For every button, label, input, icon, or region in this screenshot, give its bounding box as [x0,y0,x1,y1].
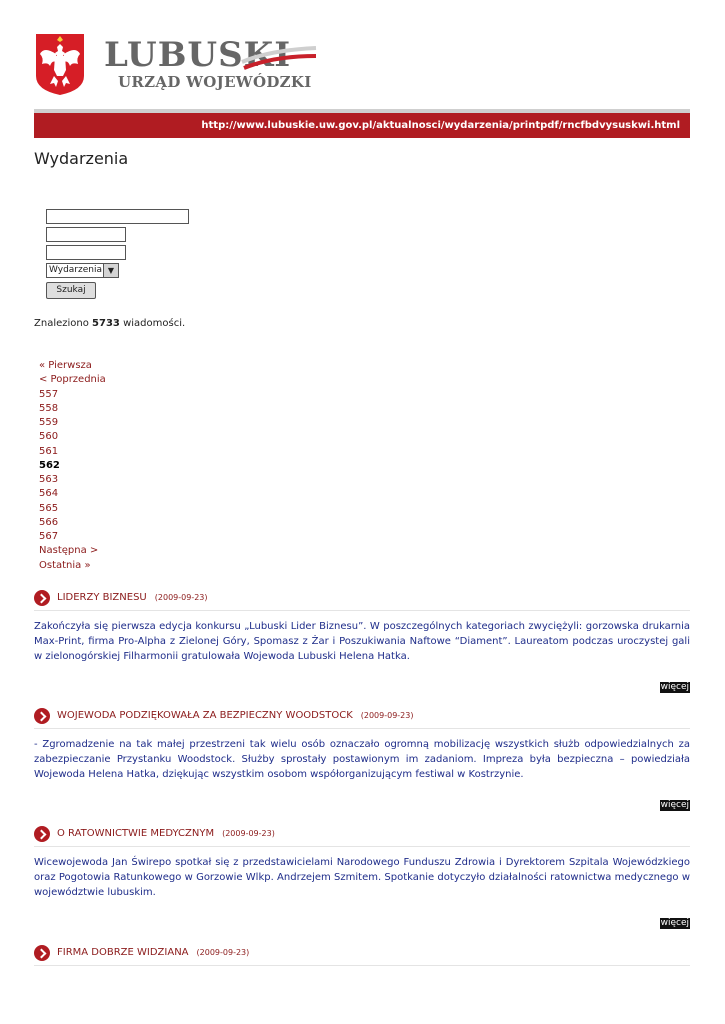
pager-prev-link[interactable]: < Poprzednia [39,374,106,386]
category-select[interactable] [46,263,119,278]
divider [34,610,690,611]
pager-current-page: 562 [39,459,60,471]
flag-swoosh-icon [240,44,318,70]
results-count: 5733 [92,318,120,329]
pager-page-557[interactable]: 557 [39,388,59,400]
more-link[interactable]: więcej [660,918,689,928]
search-text-input[interactable] [46,209,189,224]
date-from-input[interactable] [46,227,126,242]
results-prefix: Znaleziono [34,318,89,329]
page-url[interactable]: http://www.lubuskie.uw.gov.pl/aktualnosci/wydarzenia/printpdf/rncfbdvysuskwi.html [201,120,680,131]
more-link[interactable]: więcej [660,682,689,692]
pager-page-560[interactable]: 560 [39,431,59,443]
pager-page-564[interactable]: 564 [39,488,59,500]
brand-title: LUBUSKI [104,35,292,75]
pagination [39,359,106,573]
more-link[interactable]: więcej [660,800,689,810]
eagle-crest-icon [34,32,86,96]
brand-subtitle: URZĄD WOJEWÓDZKI [118,73,312,91]
pager-page-561[interactable]: 561 [39,445,59,457]
divider [34,965,690,966]
page-title: Wydarzenia [34,149,129,168]
news-title[interactable]: WOJEWODA PODZIĘKOWAŁA ZA BEZPIECZNY WOODSTOCK [57,710,353,721]
news-date: (2009-09-23) [360,711,414,720]
pager-last-link[interactable]: Ostatnia » [39,559,91,571]
chevron-down-icon[interactable]: ▼ [103,264,118,277]
divider [34,728,690,729]
news-title[interactable]: LIDERZY BIZNESU [57,592,147,603]
category-select-value: Wydarzenia [49,265,102,275]
news-summary: - Zgromadzenie na tak małej przestrzeni tak wielu osób oznaczało ogromną mobilizację wszystkich służb odpowiedzialnych za zabezpieczanie Przystanku Woodstock. Służby sprostały postawionym im zadaniom. Impreza była bezpieczna – powiedziała Wojewoda Helena Hatka, dziękując wszystkim osobom współorganizującym festiwal w Kostrzynie. [34,739,690,780]
divider [34,846,690,847]
date-to-input[interactable] [46,245,126,260]
search-button[interactable]: Szukaj [46,282,96,299]
chevron-right-icon [34,826,50,842]
pager-page-565[interactable]: 565 [39,502,59,514]
pager-page-563[interactable]: 563 [39,474,59,485]
news-title[interactable]: FIRMA DOBRZE WIDZIANA [57,947,189,958]
news-date: (2009-09-23) [154,593,208,602]
results-summary [34,318,185,329]
news-summary: Zakończyła się pierwsza edycja konkursu „Lubuski Lider Biznesu”. W poszczególnych kategoriach zwyciężyli: gorzowska drukarnia Max-Print, firma Pro-Alpha z Zielonej Góry, Spomasz z Żar i Poszukiwania Naftowe “Diament”. Laureatom podczas uroczystej gali w zielonogórskiej Filharmonii gratulowała Wojewoda Lubuski Helena Hatka. [34,621,690,662]
chevron-right-icon [34,590,50,606]
chevron-right-icon [34,708,50,724]
news-date: (2009-09-23) [196,948,250,957]
pager-page-566[interactable]: 566 [39,516,59,528]
news-summary: Wicewojewoda Jan Świrepo spotkał się z przedstawicielami Narodowego Funduszu Zdrowia i Dyrektorem Szpitala Wojewódzkiego oraz Pogotowia Ratunkowego w Gorzowie Wlkp. Andrzejem Szmitem. Spotkanie dotyczyło działalności ratownictwa medycznego w województwie lubuskim. [34,857,690,898]
pager-next-link[interactable]: Następna > [39,545,99,557]
page-url-bar [34,113,690,138]
pager-page-567[interactable]: 567 [39,531,59,542]
chevron-right-icon [34,945,50,961]
news-date: (2009-09-23) [222,829,275,838]
pager-first-link[interactable]: « Pierwsza [39,360,92,371]
pager-page-558[interactable]: 558 [39,402,59,414]
pager-page-559[interactable]: 559 [39,417,59,428]
news-title[interactable]: O RATOWNICTWIE MEDYCZNYM [57,828,215,839]
results-suffix: wiadomości. [123,318,186,329]
site-logo[interactable] [34,32,324,98]
